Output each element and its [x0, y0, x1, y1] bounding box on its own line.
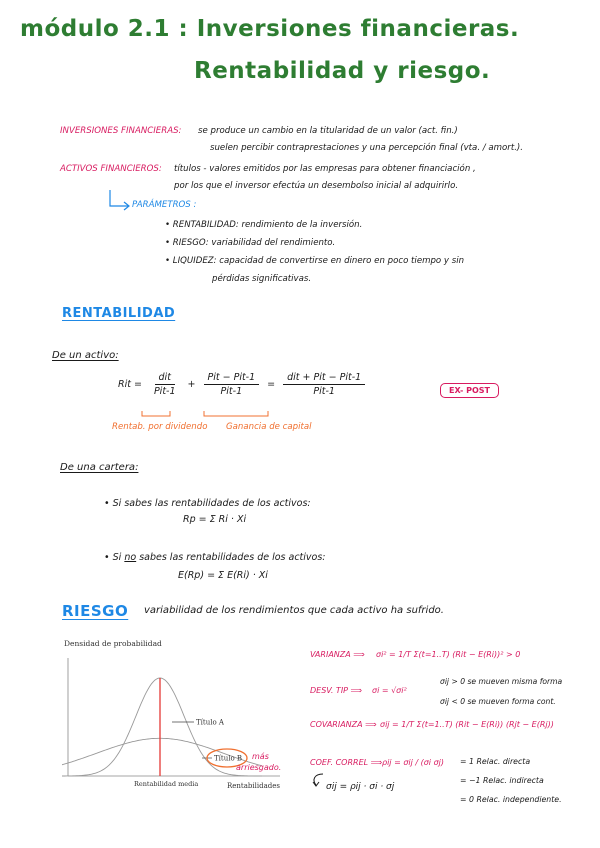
correlacion-indirecta: = −1 Relac. indirecta — [460, 776, 544, 785]
arrow-return-icon — [310, 772, 326, 788]
param-rentabilidad: • RENTABILIDAD: rendimiento de la inversión. — [165, 220, 363, 230]
page-title: módulo 2.1 : Inversiones financieras. — [20, 16, 520, 42]
correlacion-directa: = 1 Relac. directa — [460, 757, 531, 766]
varianza-formula: σi² = 1/T Σ(t=1..T) (Rit − E(Ri))² > 0 — [376, 650, 521, 659]
riesgo-description: variabilidad de los rendimientos que cada activo ha sufrido. — [144, 605, 444, 616]
desv-tip-label: DESV. TIP ⟹ — [310, 686, 363, 695]
desv-tip-formula: σi = √σi² — [372, 686, 407, 695]
plus-sign: + — [187, 379, 196, 390]
covarianza-formula: σij = 1/T Σ(t=1..T) (Rit − E(Ri)) (Rjt − E(Rj)) — [380, 720, 554, 729]
formula-rp: Rp = Σ Ri · Xi — [183, 514, 247, 525]
inversiones-text-1: se produce un cambio en la titularidad de un valor (act. fin.) — [198, 126, 458, 136]
si-sabes-text: • Si sabes las rentabilidades de los activos: — [104, 498, 311, 509]
note-capital: Ganancia de capital — [226, 422, 312, 432]
si-no-sabes-text: • Si no sabes las rentabilidades de los activos: — [104, 552, 326, 563]
covarianza-negativa-note: σij < 0 se mueven forma cont. — [440, 697, 556, 706]
fraction-total: $\frac{\text{dit + Pit − Pit-1}}{\text{Pit-1}}$ — [283, 372, 365, 397]
page-subtitle: Rentabilidad y riesgo. — [194, 58, 491, 84]
formula-brackets — [112, 410, 332, 422]
titulo-b-label: Título B — [214, 754, 243, 763]
fraction-ganancia: $\frac{\text{Pit − Pit-1}}{\text{Pit-1}}$ — [204, 372, 260, 397]
inversiones-label: INVERSIONES FINANCIERAS: — [60, 126, 182, 136]
note-dividendo: Rentab. por dividendo — [112, 422, 208, 432]
parametros-label: PARÁMETROS : — [132, 200, 197, 210]
x-mean-label: Rentabilidad media — [134, 780, 199, 788]
equals-sign: = — [267, 379, 276, 390]
activos-text-1: títulos - valores emitidos por las empresas para obtener financiación , — [174, 164, 476, 174]
activos-label: ACTIVOS FINANCIEROS: — [60, 164, 162, 174]
covarianza-from-correlacion: σij = ρij · σi · σj — [326, 782, 395, 792]
correlacion-formula: ρij = σij / (σi σj) — [382, 758, 444, 767]
riesgo-heading: RIESGO — [62, 602, 129, 620]
inversiones-text-2: suelen percibir contraprestaciones y una percepción final (vta. / amort.). — [210, 143, 524, 153]
mas-arriesgado-1: más — [252, 752, 269, 761]
param-riesgo: • RIESGO: variabilidad del rendimiento. — [165, 238, 336, 248]
rentabilidad-activo-formula — [118, 372, 365, 397]
chart-xlabel: Rentabilidades — [227, 782, 280, 790]
chart-ylabel: Densidad de probabilidad — [64, 639, 162, 648]
rentabilidad-heading: RENTABILIDAD — [62, 306, 176, 321]
ex-post-badge: EX- POST — [440, 383, 499, 398]
de-un-activo-label: De un activo: — [52, 350, 119, 361]
varianza-label: VARIANZA ⟹ — [310, 650, 365, 659]
correlacion-independiente: = 0 Relac. independiente. — [460, 795, 562, 804]
correlacion-label: COEF. CORREL ⟹ — [310, 758, 383, 767]
activos-text-2: por los que el inversor efectúa un desembolso inicial al adquirirlo. — [174, 181, 459, 191]
de-una-cartera-label: De una cartera: — [60, 462, 139, 473]
param-liquidez: • LIQUIDEZ: capacidad de convertirse en dinero en poco tiempo y sin — [165, 256, 465, 266]
formula-lhs: Rit = — [118, 379, 142, 390]
formula-erp: E(Rp) = Σ E(Ri) · Xi — [178, 570, 268, 581]
param-liquidez-2: pérdidas significativas. — [212, 274, 312, 284]
parametros-arrow-icon — [108, 190, 134, 212]
covarianza-positiva-note: σij > 0 se mueven misma forma — [440, 677, 563, 686]
mas-arriesgado-2: arriesgado. — [236, 763, 282, 772]
fraction-dividendo: $\frac{\text{dit}}{\text{Pit-1}}$ — [153, 372, 176, 397]
titulo-a-label: Título A — [196, 718, 224, 727]
covarianza-label: COVARIANZA ⟹ — [310, 720, 377, 729]
